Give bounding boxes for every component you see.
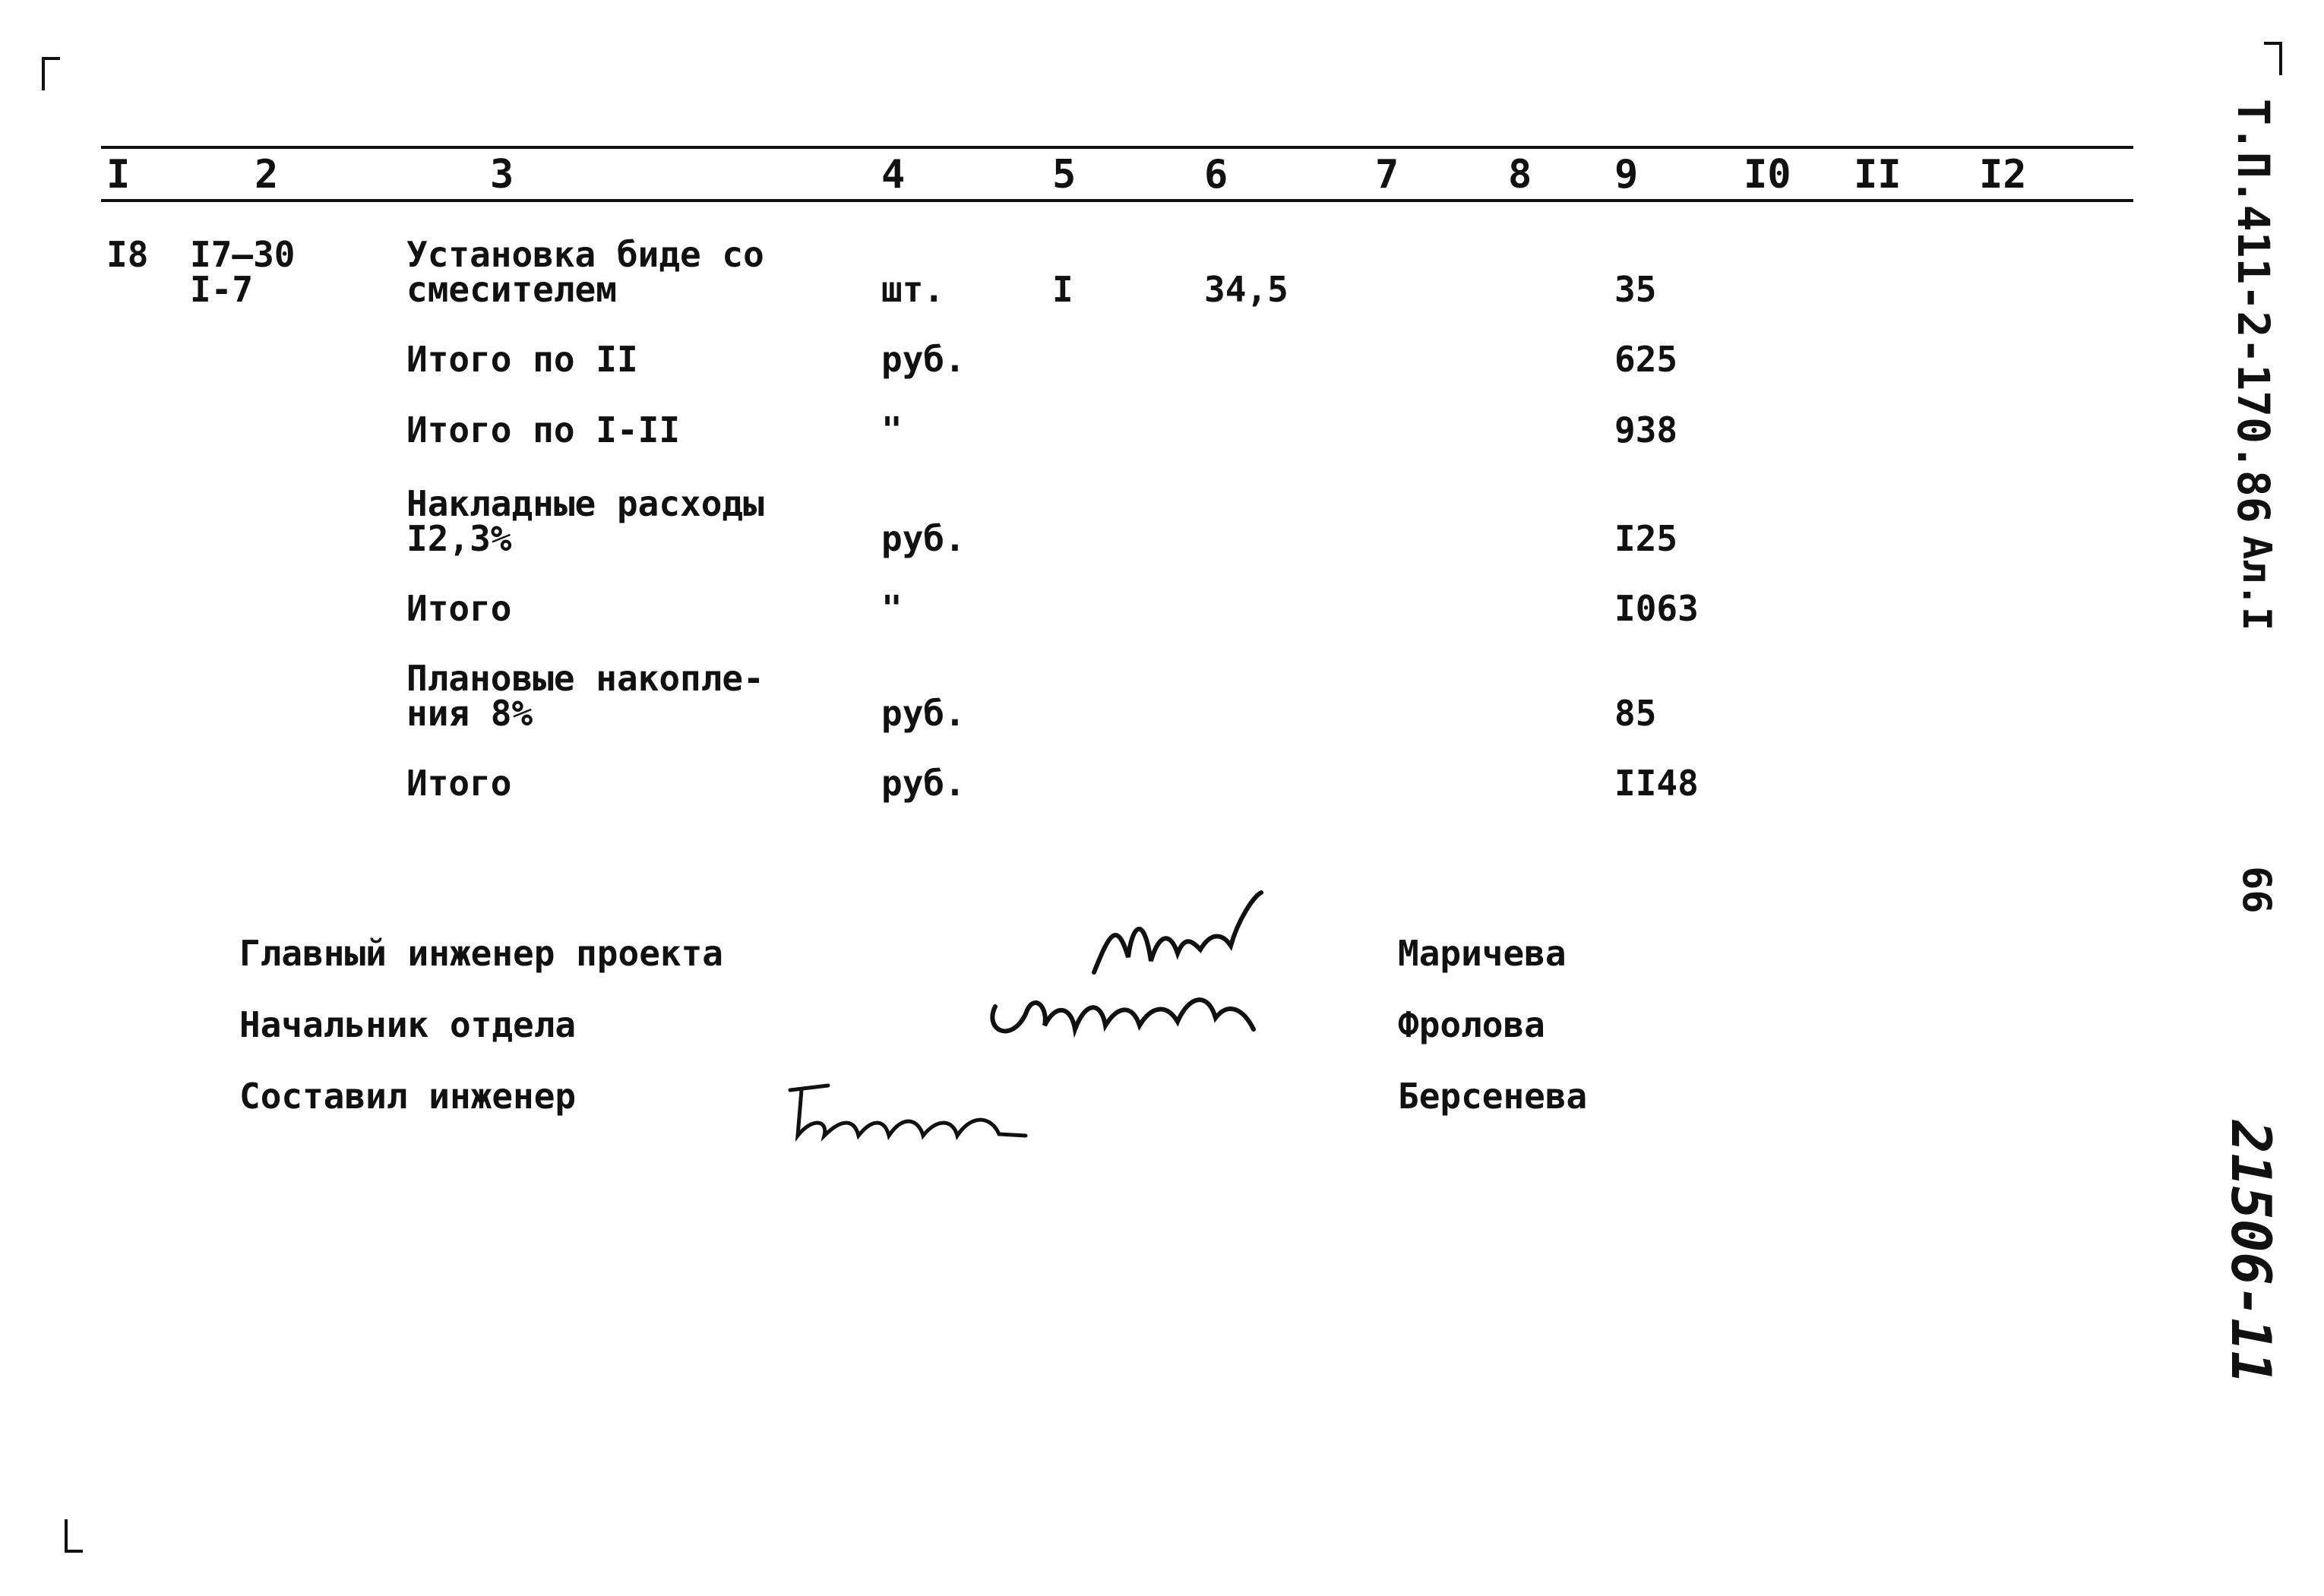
side-sheet-label: Ал.I [2234, 536, 2279, 631]
column-header-7: 7 [1375, 152, 1399, 198]
signature-name: Фролова [1398, 1004, 1545, 1045]
row-quantity: I [1052, 269, 1073, 310]
side-page-number: 66 [2234, 866, 2279, 914]
row-unit: руб. [881, 693, 966, 734]
column-header-5: 5 [1052, 152, 1077, 198]
signature-name: Маричева [1398, 933, 1567, 974]
column-header-3: 3 [490, 152, 514, 198]
column-header-1: I [106, 152, 131, 198]
table-header-rule [101, 199, 2133, 202]
row-description: Плановые накопле- ния 8% [406, 658, 764, 734]
column-header-9: 9 [1614, 152, 1639, 198]
row-unit: шт. [881, 269, 945, 310]
row-unit: " [881, 409, 903, 450]
row-total: I063 [1614, 588, 1699, 629]
row-total: 85 [1614, 693, 1657, 734]
column-header-6: 6 [1204, 152, 1228, 198]
row-code: I7–30 I-7 [190, 234, 296, 310]
side-registration-number: 21506-11 [2219, 1120, 2283, 1384]
table-top-rule [101, 146, 2133, 149]
row-total: 35 [1614, 269, 1657, 310]
row-unit: руб. [881, 518, 966, 559]
handwritten-signature-compiler [783, 1075, 1033, 1151]
row-number: I8 [106, 234, 149, 275]
row-description: Итого по II [406, 339, 638, 380]
row-unit: руб. [881, 763, 966, 804]
signature-name: Берсенева [1398, 1076, 1588, 1117]
row-total: I25 [1614, 518, 1678, 559]
side-document-code: Т.П.411-2-170.86 [2228, 99, 2279, 523]
column-header-11: II [1854, 152, 1902, 198]
row-description: Итого [406, 763, 512, 804]
signature-role: Начальник отдела [239, 1004, 577, 1045]
row-description: Установка биде со смесителем [406, 234, 764, 310]
signature-role: Составил инженер [239, 1076, 577, 1117]
row-price: 34,5 [1204, 269, 1288, 310]
row-description: Итого по I-II [406, 409, 681, 450]
corner-mark-top-left [42, 57, 60, 90]
row-total: II48 [1614, 763, 1699, 804]
row-description: Накладные расходы I2,3% [406, 483, 764, 559]
row-total: 938 [1614, 409, 1678, 450]
row-unit: " [881, 588, 903, 629]
column-header-8: 8 [1508, 152, 1532, 198]
column-header-10: I0 [1744, 152, 1791, 198]
row-description: Итого [406, 588, 512, 629]
column-header-4: 4 [881, 152, 906, 198]
row-unit: руб. [881, 339, 966, 380]
handwritten-signature-department-head [980, 961, 1269, 1052]
corner-mark-bottom-left [65, 1519, 83, 1553]
column-header-2: 2 [255, 152, 279, 198]
row-total: 625 [1614, 339, 1678, 380]
corner-mark-top-right [2264, 42, 2282, 75]
column-header-12: I2 [1979, 152, 2027, 198]
signature-role: Главный инженер проекта [239, 933, 723, 974]
